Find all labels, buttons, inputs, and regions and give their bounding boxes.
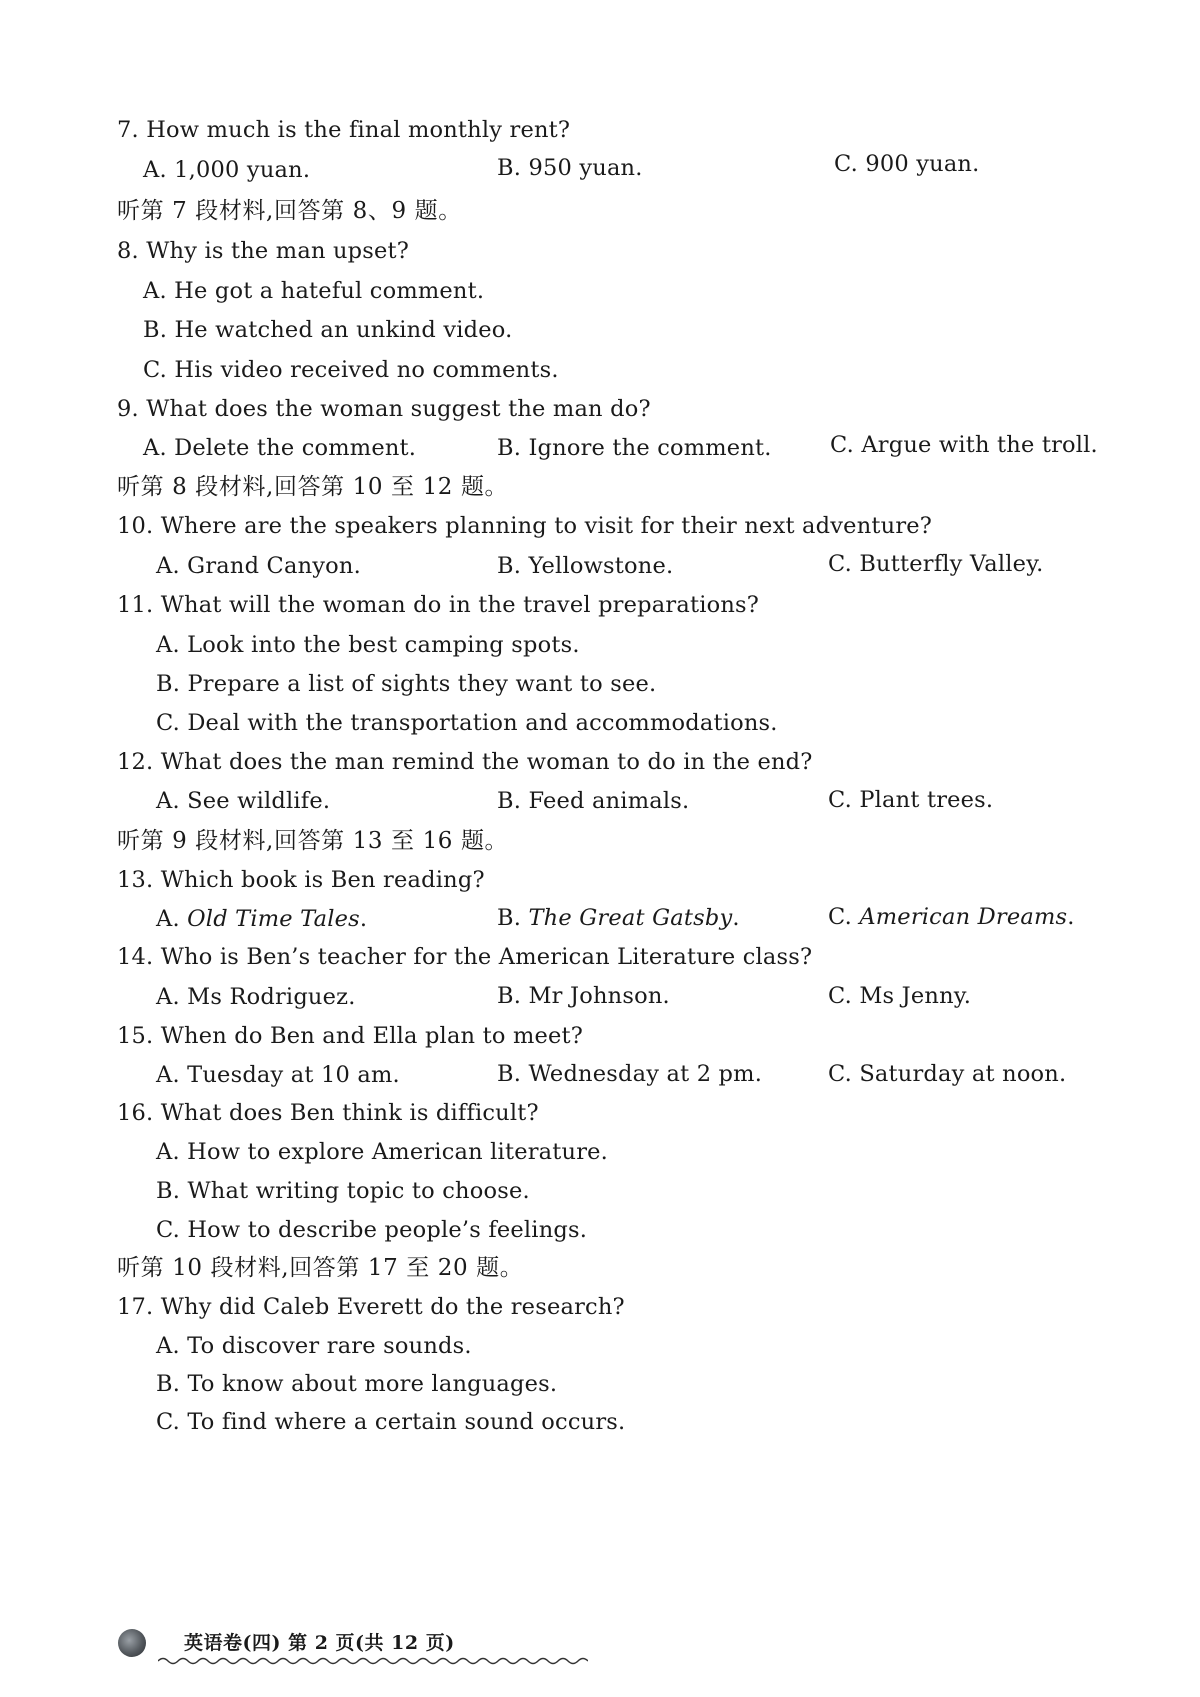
q11-option-a: A. Look into the best camping spots. <box>156 632 580 658</box>
question-7: 7. How much is the final monthly rent? <box>117 117 571 143</box>
q15-option-b: B. Wednesday at 2 pm. <box>497 1061 763 1087</box>
q13-option-b-suffix: . <box>732 905 740 931</box>
q13-option-b-title: The Great Gatsby <box>528 905 733 931</box>
q15-option-a: A. Tuesday at 10 am. <box>156 1062 400 1088</box>
q9-option-a: A. Delete the comment. <box>143 435 417 461</box>
q13-option-b <box>497 903 740 933</box>
q12-option-b: B. Feed animals. <box>497 788 690 814</box>
q10-option-a: A. Grand Canyon. <box>156 553 361 579</box>
q17-option-b: B. To know about more languages. <box>156 1371 558 1397</box>
q17-option-a: A. To discover rare sounds. <box>156 1333 472 1359</box>
q13-option-a-prefix: A. <box>156 906 188 932</box>
q8-option-a: A. He got a hateful comment. <box>143 278 485 304</box>
q9-option-c: C. Argue with the troll. <box>830 432 1098 458</box>
question-17: 17. Why did Caleb Everett do the research? <box>117 1294 625 1320</box>
section-8-heading: 听第 8 段材料,回答第 10 至 12 题。 <box>117 474 509 500</box>
q10-option-c: C. Butterfly Valley. <box>828 551 1044 577</box>
question-15: 15. When do Ben and Ella plan to meet? <box>117 1023 584 1049</box>
q7-option-a: A. 1,000 yuan. <box>143 157 311 183</box>
q13-option-c-title: American Dreams <box>859 904 1068 930</box>
q13-option-a-title: Old Time Tales <box>187 906 360 932</box>
q13-option-a-suffix: . <box>359 906 368 932</box>
q16-option-a: A. How to explore American literature. <box>156 1139 609 1165</box>
section-10-heading: 听第 10 段材料,回答第 17 至 20 题。 <box>117 1255 524 1281</box>
q13-option-c <box>828 902 1075 932</box>
q14-option-c: C. Ms Jenny. <box>828 983 972 1009</box>
footer-badge-icon <box>118 1629 146 1657</box>
question-13: 13. Which book is Ben reading? <box>117 867 485 893</box>
q10-option-b: B. Yellowstone. <box>497 553 674 579</box>
section-9-heading: 听第 9 段材料,回答第 13 至 16 题。 <box>117 828 509 854</box>
q16-option-c: C. How to describe people’s feelings. <box>156 1217 588 1243</box>
question-16: 16. What does Ben think is difficult? <box>117 1100 539 1126</box>
question-9: 9. What does the woman suggest the man do? <box>117 396 651 422</box>
question-12: 12. What does the man remind the woman to do in the end? <box>117 749 813 775</box>
q9-option-b: B. Ignore the comment. <box>497 435 772 461</box>
q11-option-c: C. Deal with the transportation and accommodations. <box>156 710 778 736</box>
q13-option-c-prefix: C. <box>828 904 860 930</box>
q8-option-b: B. He watched an unkind video. <box>143 317 513 343</box>
q12-option-c: C. Plant trees. <box>828 787 994 813</box>
q7-option-c: C. 900 yuan. <box>834 151 980 177</box>
q17-option-c: C. To find where a certain sound occurs. <box>156 1409 626 1435</box>
q12-option-a: A. See wildlife. <box>156 788 331 814</box>
q14-option-b: B. Mr Johnson. <box>497 983 670 1009</box>
q13-option-a <box>156 904 367 934</box>
q8-option-c: C. His video received no comments. <box>143 357 559 383</box>
q16-option-b: B. What writing topic to choose. <box>156 1178 530 1204</box>
q11-option-b: B. Prepare a list of sights they want to see. <box>156 671 657 697</box>
footer-page-label: 英语卷(四) 第 2 页(共 12 页) <box>184 1632 455 1654</box>
q15-option-c: C. Saturday at noon. <box>828 1061 1067 1087</box>
q14-option-a: A. Ms Rodriguez. <box>156 984 356 1010</box>
question-11: 11. What will the woman do in the travel preparations? <box>117 592 760 618</box>
footer-wave-underline-icon <box>158 1656 588 1666</box>
question-14: 14. Who is Ben’s teacher for the American Literature class? <box>117 944 813 970</box>
q13-option-b-prefix: B. <box>497 905 529 931</box>
q13-option-c-suffix: . <box>1067 904 1075 930</box>
question-8: 8. Why is the man upset? <box>117 238 410 264</box>
section-7-heading: 听第 7 段材料,回答第 8、9 题。 <box>117 198 462 224</box>
question-10: 10. Where are the speakers planning to visit for their next adventure? <box>117 513 933 539</box>
q7-option-b: B. 950 yuan. <box>497 155 643 181</box>
